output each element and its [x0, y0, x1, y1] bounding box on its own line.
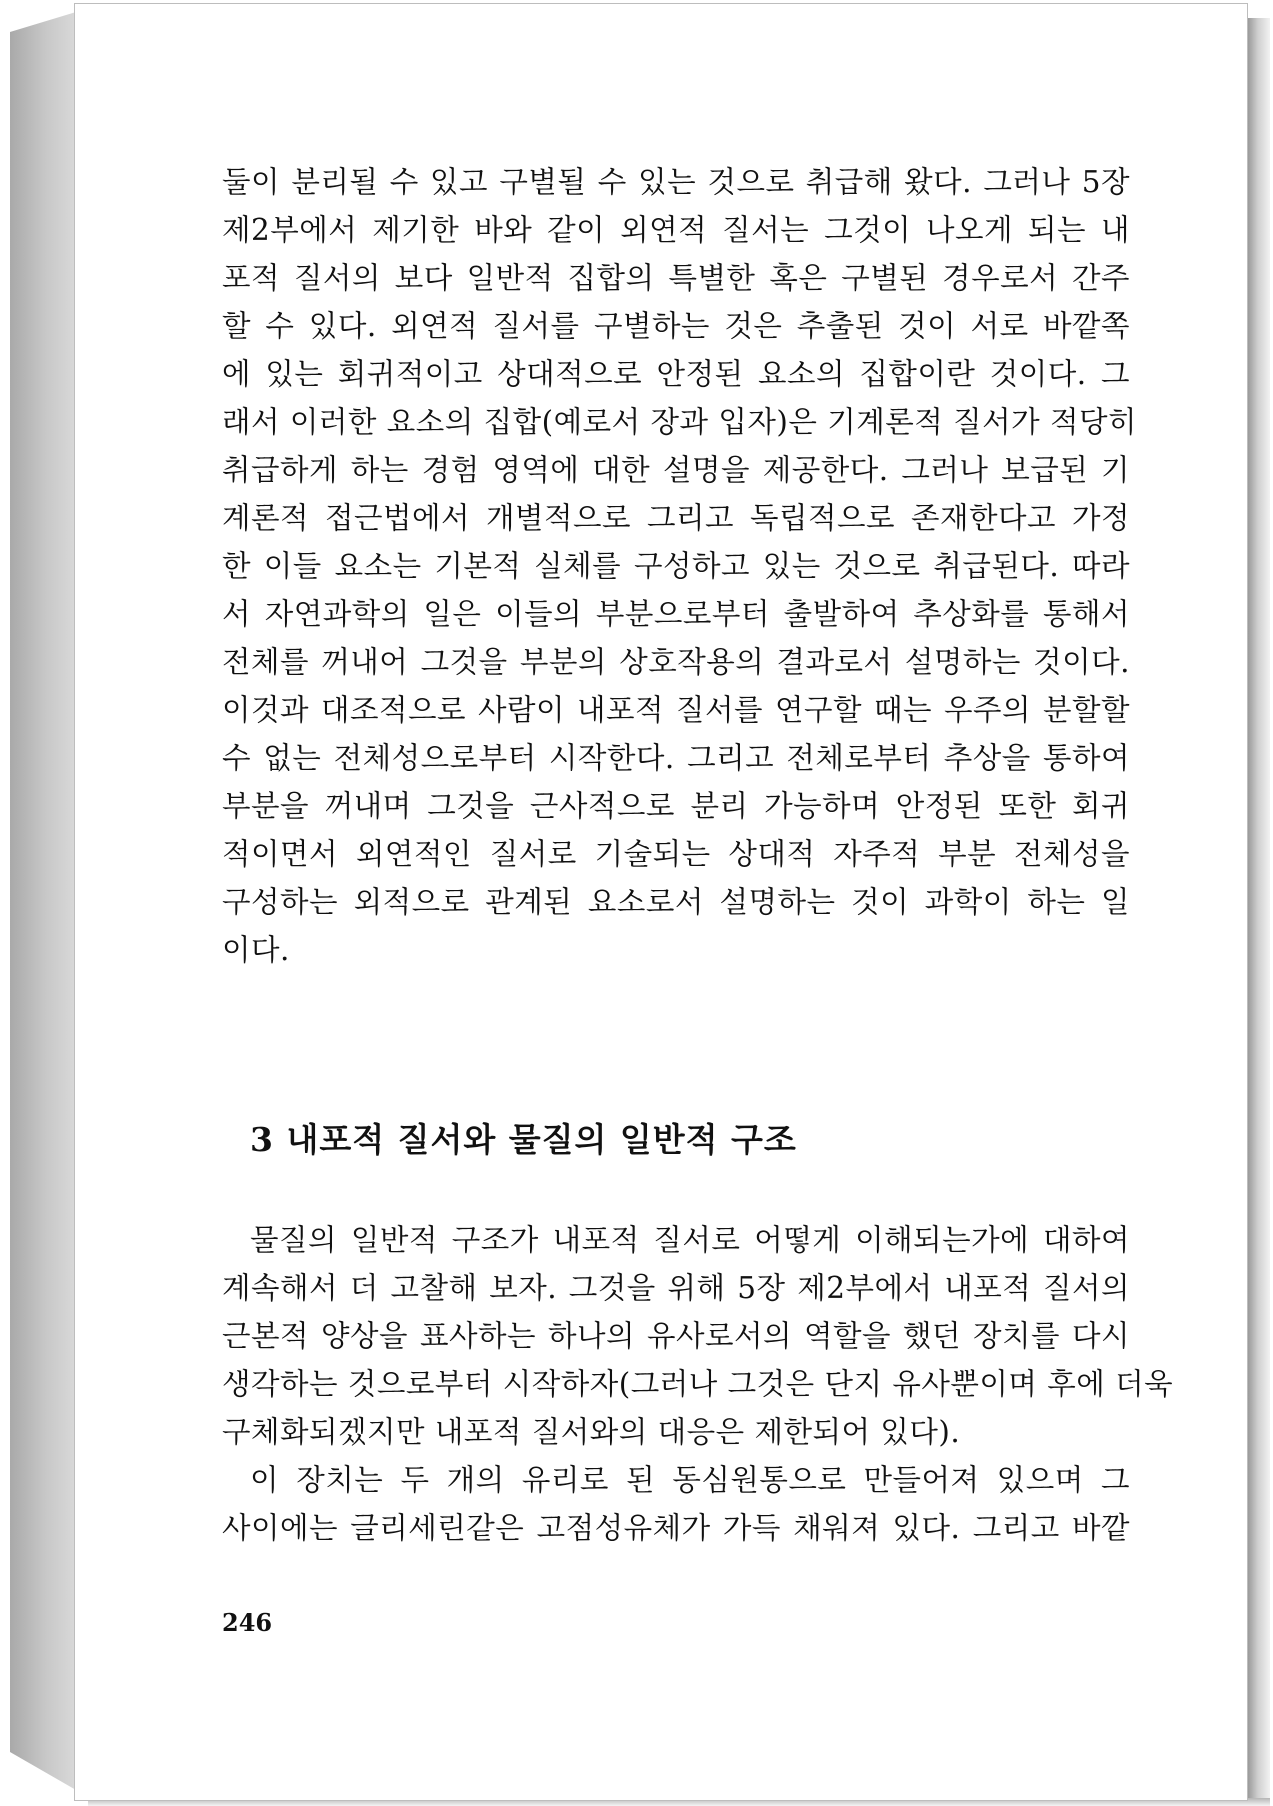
page-shadow-right — [1248, 18, 1270, 1804]
text-line: 래서 이러한 요소의 집합(예로서 장과 입자)은 기계론적 질서가 적당히 — [222, 405, 1137, 439]
text-line: 이다. — [222, 933, 290, 967]
text-line: 계속해서 더 고찰해 보자. 그것을 위해 5장 제2부에서 내포적 질서의 — [222, 1271, 1130, 1305]
page-number: 246 — [222, 1608, 273, 1637]
text-line: 구성하는 외적으로 관계된 요소로서 설명하는 것이 과학이 하는 일 — [222, 885, 1130, 919]
text-line: 계론적 접근법에서 개별적으로 그리고 독립적으로 존재한다고 가정 — [222, 501, 1130, 535]
text-line: 적이면서 외연적인 질서로 기술되는 상대적 자주적 부분 전체성을 — [222, 837, 1130, 871]
section-heading: 3 내포적 질서와 물질의 일반적 구조 — [250, 1120, 797, 1159]
text-line: 물질의 일반적 구조가 내포적 질서로 어떻게 이해되는가에 대하여 — [250, 1223, 1130, 1257]
text-line: 부분을 꺼내며 그것을 근사적으로 분리 가능하며 안정된 또한 회귀 — [222, 789, 1130, 823]
text-line: 이 장치는 두 개의 유리로 된 동심원통으로 만들어져 있으며 그 — [250, 1463, 1130, 1497]
text-line: 둘이 분리될 수 있고 구별될 수 있는 것으로 취급해 왔다. 그러나 5장 — [222, 165, 1130, 199]
text-line: 한 이들 요소는 기본적 실체를 구성하고 있는 것으로 취급된다. 따라 — [222, 549, 1130, 583]
paragraph-1 — [222, 158, 1137, 974]
text-line: 할 수 있다. 외연적 질서를 구별하는 것은 추출된 것이 서로 바깥쪽 — [222, 309, 1130, 343]
text-line: 생각하는 것으로부터 시작하자(그러나 그것은 단지 유사뿐이며 후에 더욱 — [222, 1367, 1174, 1401]
text-line: 에 있는 회귀적이고 상대적으로 안정된 요소의 집합이란 것이다. 그 — [222, 357, 1130, 391]
text-line: 구체화되겠지만 내포적 질서와의 대응은 제한되어 있다). — [222, 1415, 961, 1449]
text-line: 이것과 대조적으로 사람이 내포적 질서를 연구할 때는 우주의 분할할 — [222, 693, 1130, 727]
text-line: 근본적 양상을 표사하는 하나의 유사로서의 역할을 했던 장치를 다시 — [222, 1319, 1130, 1353]
text-line: 서 자연과학의 일은 이들의 부분으로부터 출발하여 추상화를 통해서 — [222, 597, 1130, 631]
text-line: 사이에는 글리세린같은 고점성유체가 가득 채워져 있다. 그리고 바깥 — [222, 1511, 1130, 1545]
text-line: 취급하게 하는 경험 영역에 대한 설명을 제공한다. 그러나 보급된 기 — [222, 453, 1130, 487]
text-line: 포적 질서의 보다 일반적 집합의 특별한 혹은 구별된 경우로서 간주 — [222, 261, 1130, 295]
text-line: 수 없는 전체성으로부터 시작한다. 그리고 전체로부터 추상을 통하여 — [222, 741, 1130, 775]
paragraph-2 — [222, 1216, 1174, 1552]
text-line: 전체를 꺼내어 그것을 부분의 상호작용의 결과로서 설명하는 것이다. — [222, 645, 1130, 679]
text-line: 제2부에서 제기한 바와 같이 외연적 질서는 그것이 나오게 되는 내 — [222, 213, 1130, 247]
book-spine-edge — [10, 12, 76, 1790]
